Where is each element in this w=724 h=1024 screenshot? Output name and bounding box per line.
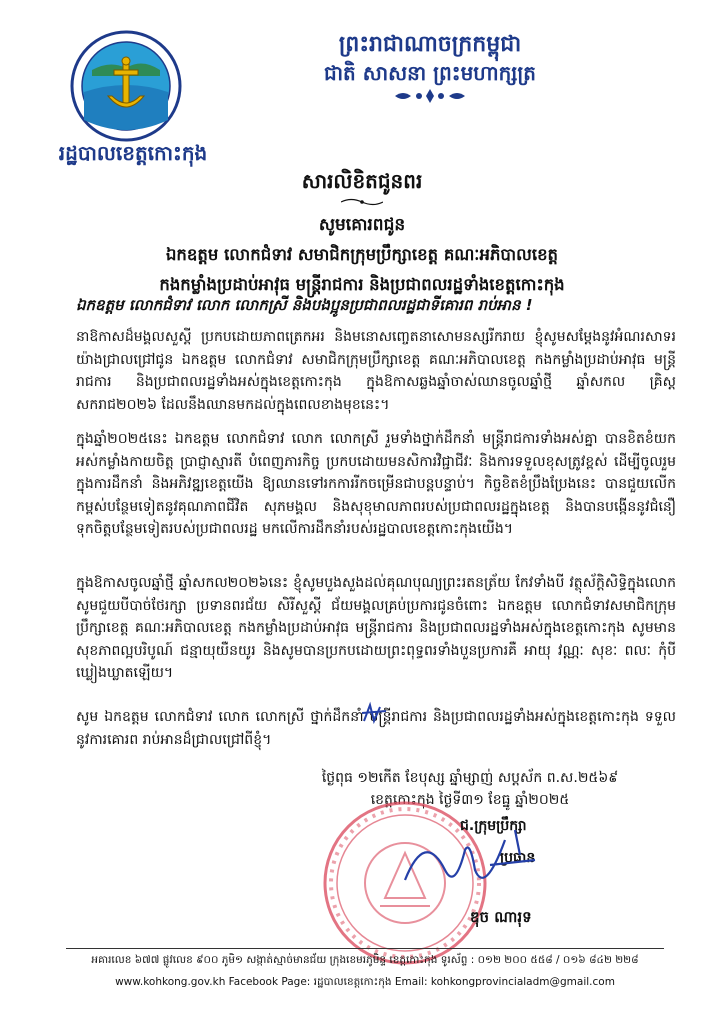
signer-council: ជ.ក្រុមប្រឹក្សា	[460, 818, 527, 834]
body-paragraph: សូម ឯកឧត្តម លោកជំទាវ លោក លោកស្រី ថ្នាក់ដឹកនាំ មន្ត្រីរាជការ និងប្រជាពលរដ្ឋទាំងអស់ក្នុងខេត្តកោះកុង ទទួលនូវការគោរព រាប់អានដ៏ជ្រាលជ្រៅពីខ្ញុំ។	[76, 709, 676, 748]
ornament-icon	[395, 88, 465, 104]
document-title: សារលិខិតជូនពរ	[301, 169, 423, 193]
body-paragraph: ក្នុងឆ្នាំ២០២៥នេះ ឯកឧត្តម លោកជំទាវ លោក លោកស្រី រួមទាំងថ្នាក់ដឹកនាំ មន្ត្រីរាជការទាំងអស់គ្នា បានខិតខំយកអស់កម្លាំងកាយចិត្ត ប្រាជ្ញាស្មារតី បំពេញភារកិច្ច ប្រកបដោយមនសិការវិជ្ជាជីវៈ និងការទទួលខុសត្រូវខ្ពស់ ដើម្បីចូលរួមក្នុងការដឹកនាំ និងអភិវឌ្ឍខេត្តយើង ឱ្យឈានទៅរកការរីកចម្រើនជាបន្តបន្ទាប់។ កិច្ចខិតខំប្រឹងប្រែងនេះ បានជួយលើកកម្ពស់បន្ថែមទៀតនូវគុណភាពជីវិត សុភមង្គល និងសុខុមាលភាពរបស់ប្រជាពលរដ្ឋក្នុងខេត្ត និងបានបង្កើននូវជំនឿទុកចិត្តបន្ថែមទៀតរបស់ប្រជាពលរដ្ឋ មកលើការដឹកនាំរបស់រដ្ឋបាលខេត្តកោះកុងយើង។	[76, 431, 676, 537]
handwritten-signature	[395, 810, 545, 910]
recipients-block	[60, 240, 664, 300]
solar-date: ខេត្តកោះកុង ថ្ងៃទី៣១ ខែធ្នូ ឆ្នាំ២០២៥	[370, 792, 570, 808]
recipients-line: កងកម្លាំងប្រដាប់អាវុធ មន្ត្រីរាជការ និងប្រជាពលរដ្ឋទាំងខេត្តកោះកុង	[159, 275, 565, 294]
greeting-line: ឯកឧត្តម លោកជំទាវ លោក លោកស្រី និងបងប្អូនប្រជាពលរដ្ឋជាទីគោរព រាប់អាន !	[76, 296, 533, 314]
provincial-logo	[70, 30, 182, 142]
body-paragraph: នាឱកាសដ៏មង្គលសួស្ដី ប្រកបដោយភាពត្រេកអរ និងមនោសញ្ចេតនាសោមនស្សរីករាយ ខ្ញុំសូមសម្ដែងនូវអំណរសាទរយ៉ាងជ្រាលជ្រៅជូន ឯកឧត្តម លោកជំទាវ សមាជិកក្រុមប្រឹក្សាខេត្ត គណៈអភិបាលខេត្ត កងកម្លាំងប្រដាប់អាវុធ មន្ត្រីរាជការ និងប្រជាពលរដ្ឋទាំងអស់ក្នុងខេត្តកោះកុង ក្នុងឱកាសឆ្លងឆ្នាំចាស់ឈានចូលឆ្នាំថ្មី ឆ្នាំសកល គ្រិស្ដសករាជ២០២៦ ដែលនឹងឈានមកដល់ក្នុងពេលខាងមុខនេះ។	[76, 329, 676, 413]
agency-name: រដ្ឋបាលខេត្តកោះកុង	[58, 141, 208, 165]
lunar-date: ថ្ងៃពុធ ១២កើត ខែបុស្ស ឆ្នាំម្សាញ់ សប្តស័ក ព.ស.២៥៦៩	[321, 770, 619, 786]
signer-title: ប្រធាន	[500, 850, 536, 866]
kingdom-heading: ព្រះរាជាណាចក្រកម្ពុជា	[338, 32, 522, 57]
body-paragraph: ក្នុងឱកាសចូលឆ្នាំថ្មី ឆ្នាំសកល២០២៦នេះ ខ្ញុំសូមបួងសួងដល់គុណបុណ្យព្រះរតនត្រ័យ កែវទាំងបី វត្ថុស័ក្ដិសិទ្ធិក្នុងលោក សូមជួយបីបាច់ថែរក្សា ប្រទានពរជ័យ សិរីសួស្ដី ជ័យមង្គលគ្រប់ប្រការជូនចំពោះ ឯកឧត្តម លោកជំទាវសមាជិកក្រុមប្រឹក្សាខេត្ត គណៈអភិបាលខេត្ត កងកម្លាំងប្រដាប់អាវុធ មន្ត្រីរាជការ និងប្រជាពលរដ្ឋទាំងអស់ក្នុងខេត្តកោះកុង សូមមានសុខភាពល្អបរិបូណ៍ ជន្មាយុយឺនយូរ និងសូមបានប្រកបដោយព្រះពុទ្ធពរទាំងបួនប្រការគឺ អាយុ វណ្ណៈ សុខៈ ពលៈ កុំបីឃ្លៀងឃ្លាតឡើយ។	[76, 575, 676, 681]
salutation: សូមគោរពជូន	[318, 215, 406, 235]
initials-mark	[360, 701, 390, 727]
footer-divider	[66, 948, 664, 949]
footer-contact: www.kohkong.gov.kh Facebook Page: រដ្ឋបាលខេត្តកោះកុង Email: kohkongprovincialadm@gmail.com	[115, 976, 615, 988]
title-divider-icon	[341, 197, 383, 207]
recipients-line: ឯកឧត្តម លោកជំទាវ សមាជិកក្រុមប្រឹក្សាខេត្ត គណៈអភិបាលខេត្ត	[165, 245, 559, 264]
signer-name: ឌុច ណារុទ	[470, 908, 532, 926]
footer-address: អគារលេខ ៦៧៧ ផ្លូវលេខ ៩០០ ភូមិ១ សង្កាត់ស្មាច់មានជ័យ ក្រុងខេមរភូមិន្ទ ខេត្តកោះកុង ទូរស័ព្ទ : ០១២ ២០០ ៥៥៨ / ០១៦ ៨៤២ ២២៨	[91, 954, 639, 966]
national-motto: ជាតិ សាសនា ព្រះមហាក្សត្រ	[324, 61, 536, 85]
